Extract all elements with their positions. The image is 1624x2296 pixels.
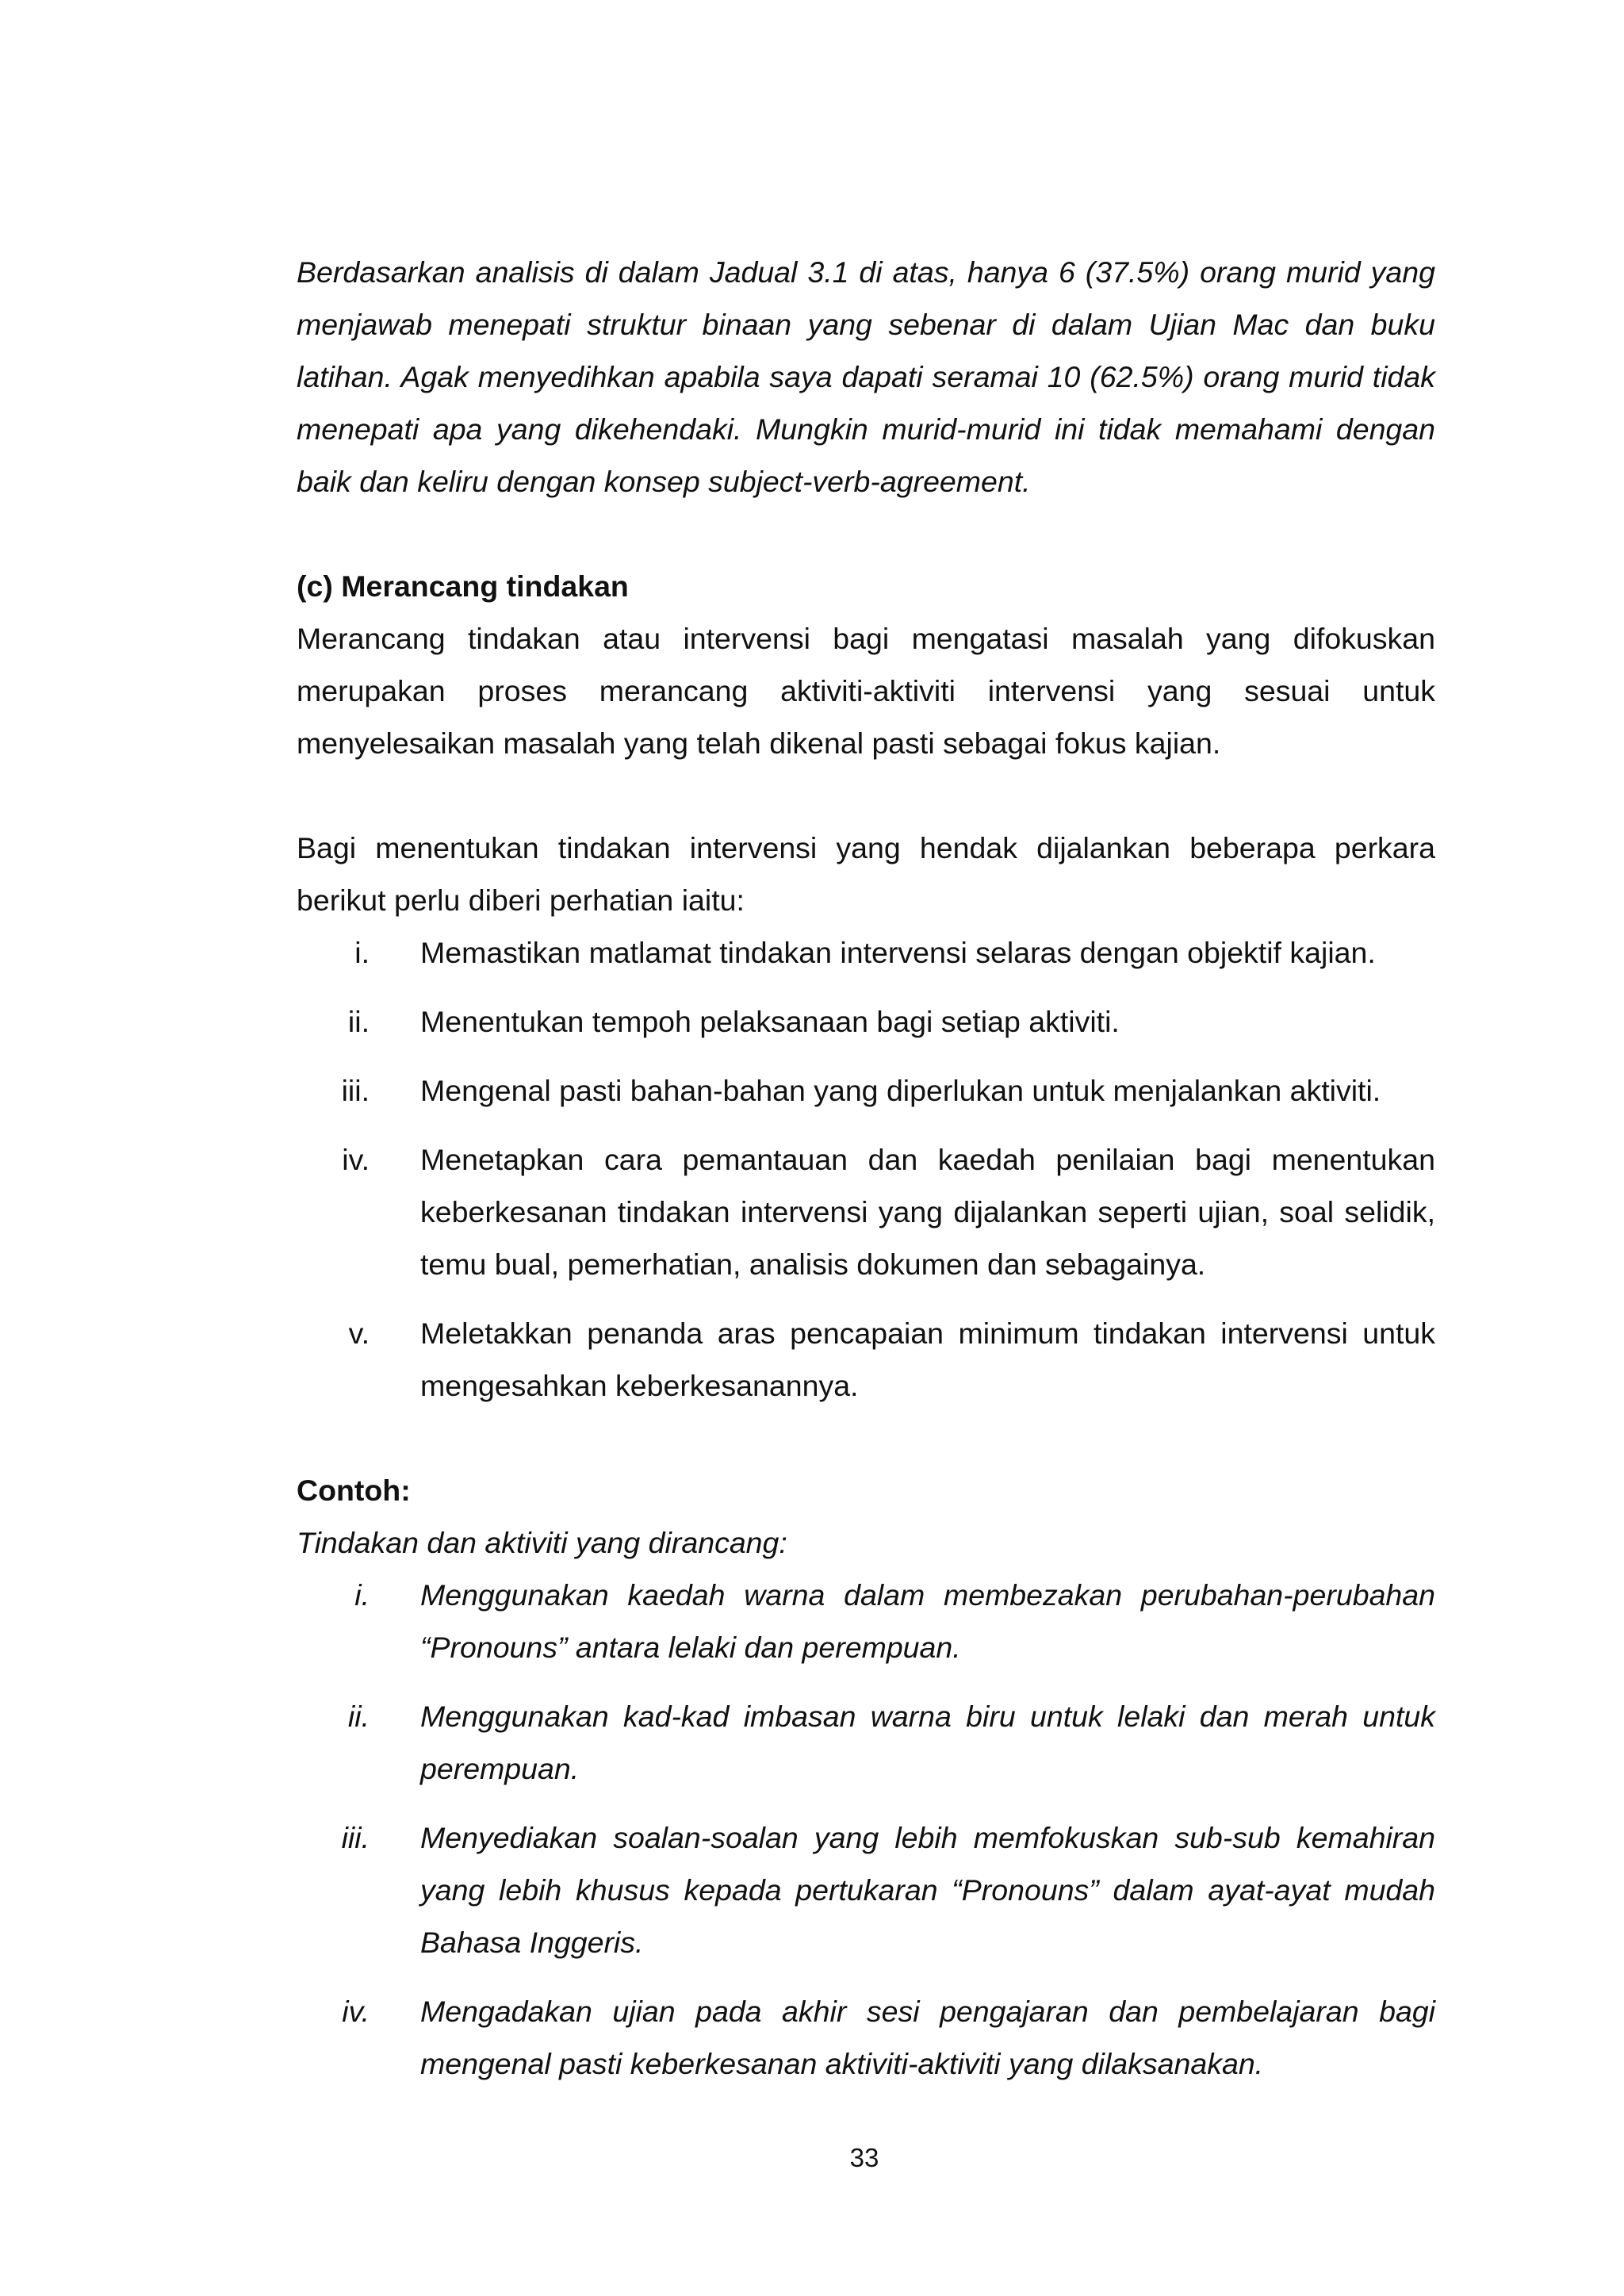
- list-item-number: i.: [354, 1578, 370, 1612]
- list-item-text: Menentukan tempoh pelaksanaan bagi setiap aktiviti.: [420, 1005, 1120, 1038]
- example-subheading: Tindakan dan aktiviti yang dirancang:: [297, 1526, 787, 1559]
- considerations-intro: Bagi menentukan tindakan intervensi yang hendak dijalankan beberapa perkara berikut perlu diberi perhatian iaitu:: [297, 831, 1435, 917]
- intro-paragraph: Berdasarkan analisis di dalam Jadual 3.1 di atas, hanya 6 (37.5%) orang murid yang menjawab menepati struktur binaan yang sebenar di dalam Ujian Mac dan buku latihan. Agak menyedihkan apabila saya dapati seramai 10 (62.5%) orang murid tidak menepati apa yang dikehendaki. Mungkin murid-murid ini tidak memahami dengan baik dan keliru dengan konsep subject-verb-agreement.: [297, 255, 1435, 498]
- page-number: 33: [849, 2143, 879, 2172]
- list-item: [297, 1690, 1435, 1795]
- list-item-number: ii.: [347, 1700, 370, 1733]
- list-item-text: Menggunakan kad-kad imbasan warna biru untuk lelaki dan merah untuk perempuan.: [420, 1700, 1435, 1785]
- list-item-text: Mengadakan ujian pada akhir sesi pengajaran dan pembelajaran bagi mengenal pasti keberkesanan aktiviti-aktiviti yang dilaksanakan.: [420, 1995, 1435, 2080]
- list-item-text: Mengenal pasti bahan-bahan yang diperlukan untuk menjalankan aktiviti.: [420, 1074, 1381, 1107]
- list-item: [297, 1985, 1435, 2090]
- list-item-number: iv.: [342, 1995, 370, 2028]
- list-item-text: Meletakkan penanda aras pencapaian minimum tindakan intervensi untuk mengesahkan keberkesanannya.: [420, 1317, 1435, 1402]
- list-item-number: iii.: [341, 1074, 370, 1107]
- example-heading: Contoh:: [297, 1474, 411, 1507]
- list-item-text: Memastikan matlamat tindakan intervensi selaras dengan objektif kajian.: [420, 936, 1376, 969]
- list-item: [297, 1569, 1435, 1673]
- section-paragraph: Merancang tindakan atau intervensi bagi mengatasi masalah yang difokuskan merupakan proses merancang aktiviti-aktiviti intervensi yang sesuai untuk menyelesaikan masalah yang telah dikenal pasti sebagai fokus kajian.: [297, 622, 1435, 760]
- list-item-number: ii.: [347, 1005, 370, 1038]
- list-item: [297, 1064, 1435, 1117]
- list-item-text: Menetapkan cara pemantauan dan kaedah penilaian bagi menentukan keberkesanan tindakan intervensi yang dijalankan seperti ujian, soal selidik, temu bual, pemerhatian, analisis dokumen dan sebagainya.: [420, 1143, 1435, 1281]
- considerations-list: [297, 926, 1435, 1412]
- list-item-number: iv.: [342, 1143, 370, 1176]
- list-item: [297, 995, 1435, 1048]
- list-item: [297, 1811, 1435, 1968]
- list-item-number: i.: [354, 936, 370, 969]
- examples-list: [297, 1569, 1435, 2090]
- list-item-text: Menggunakan kaedah warna dalam membezakan perubahan-perubahan “Pronouns” antara lelaki dan perempuan.: [420, 1578, 1435, 1664]
- list-item-number: v.: [348, 1317, 370, 1350]
- list-item-number: iii.: [341, 1821, 370, 1854]
- list-item: [297, 1307, 1435, 1412]
- list-item-text: Menyediakan soalan-soalan yang lebih memfokuskan sub-sub kemahiran yang lebih khusus kepada pertukaran “Pronouns” dalam ayat-ayat mudah Bahasa Inggeris.: [420, 1821, 1435, 1959]
- list-item: [297, 1133, 1435, 1290]
- document-page: [297, 246, 1435, 2090]
- section-heading: (c) Merancang tindakan: [297, 569, 629, 603]
- list-item: [297, 926, 1435, 979]
